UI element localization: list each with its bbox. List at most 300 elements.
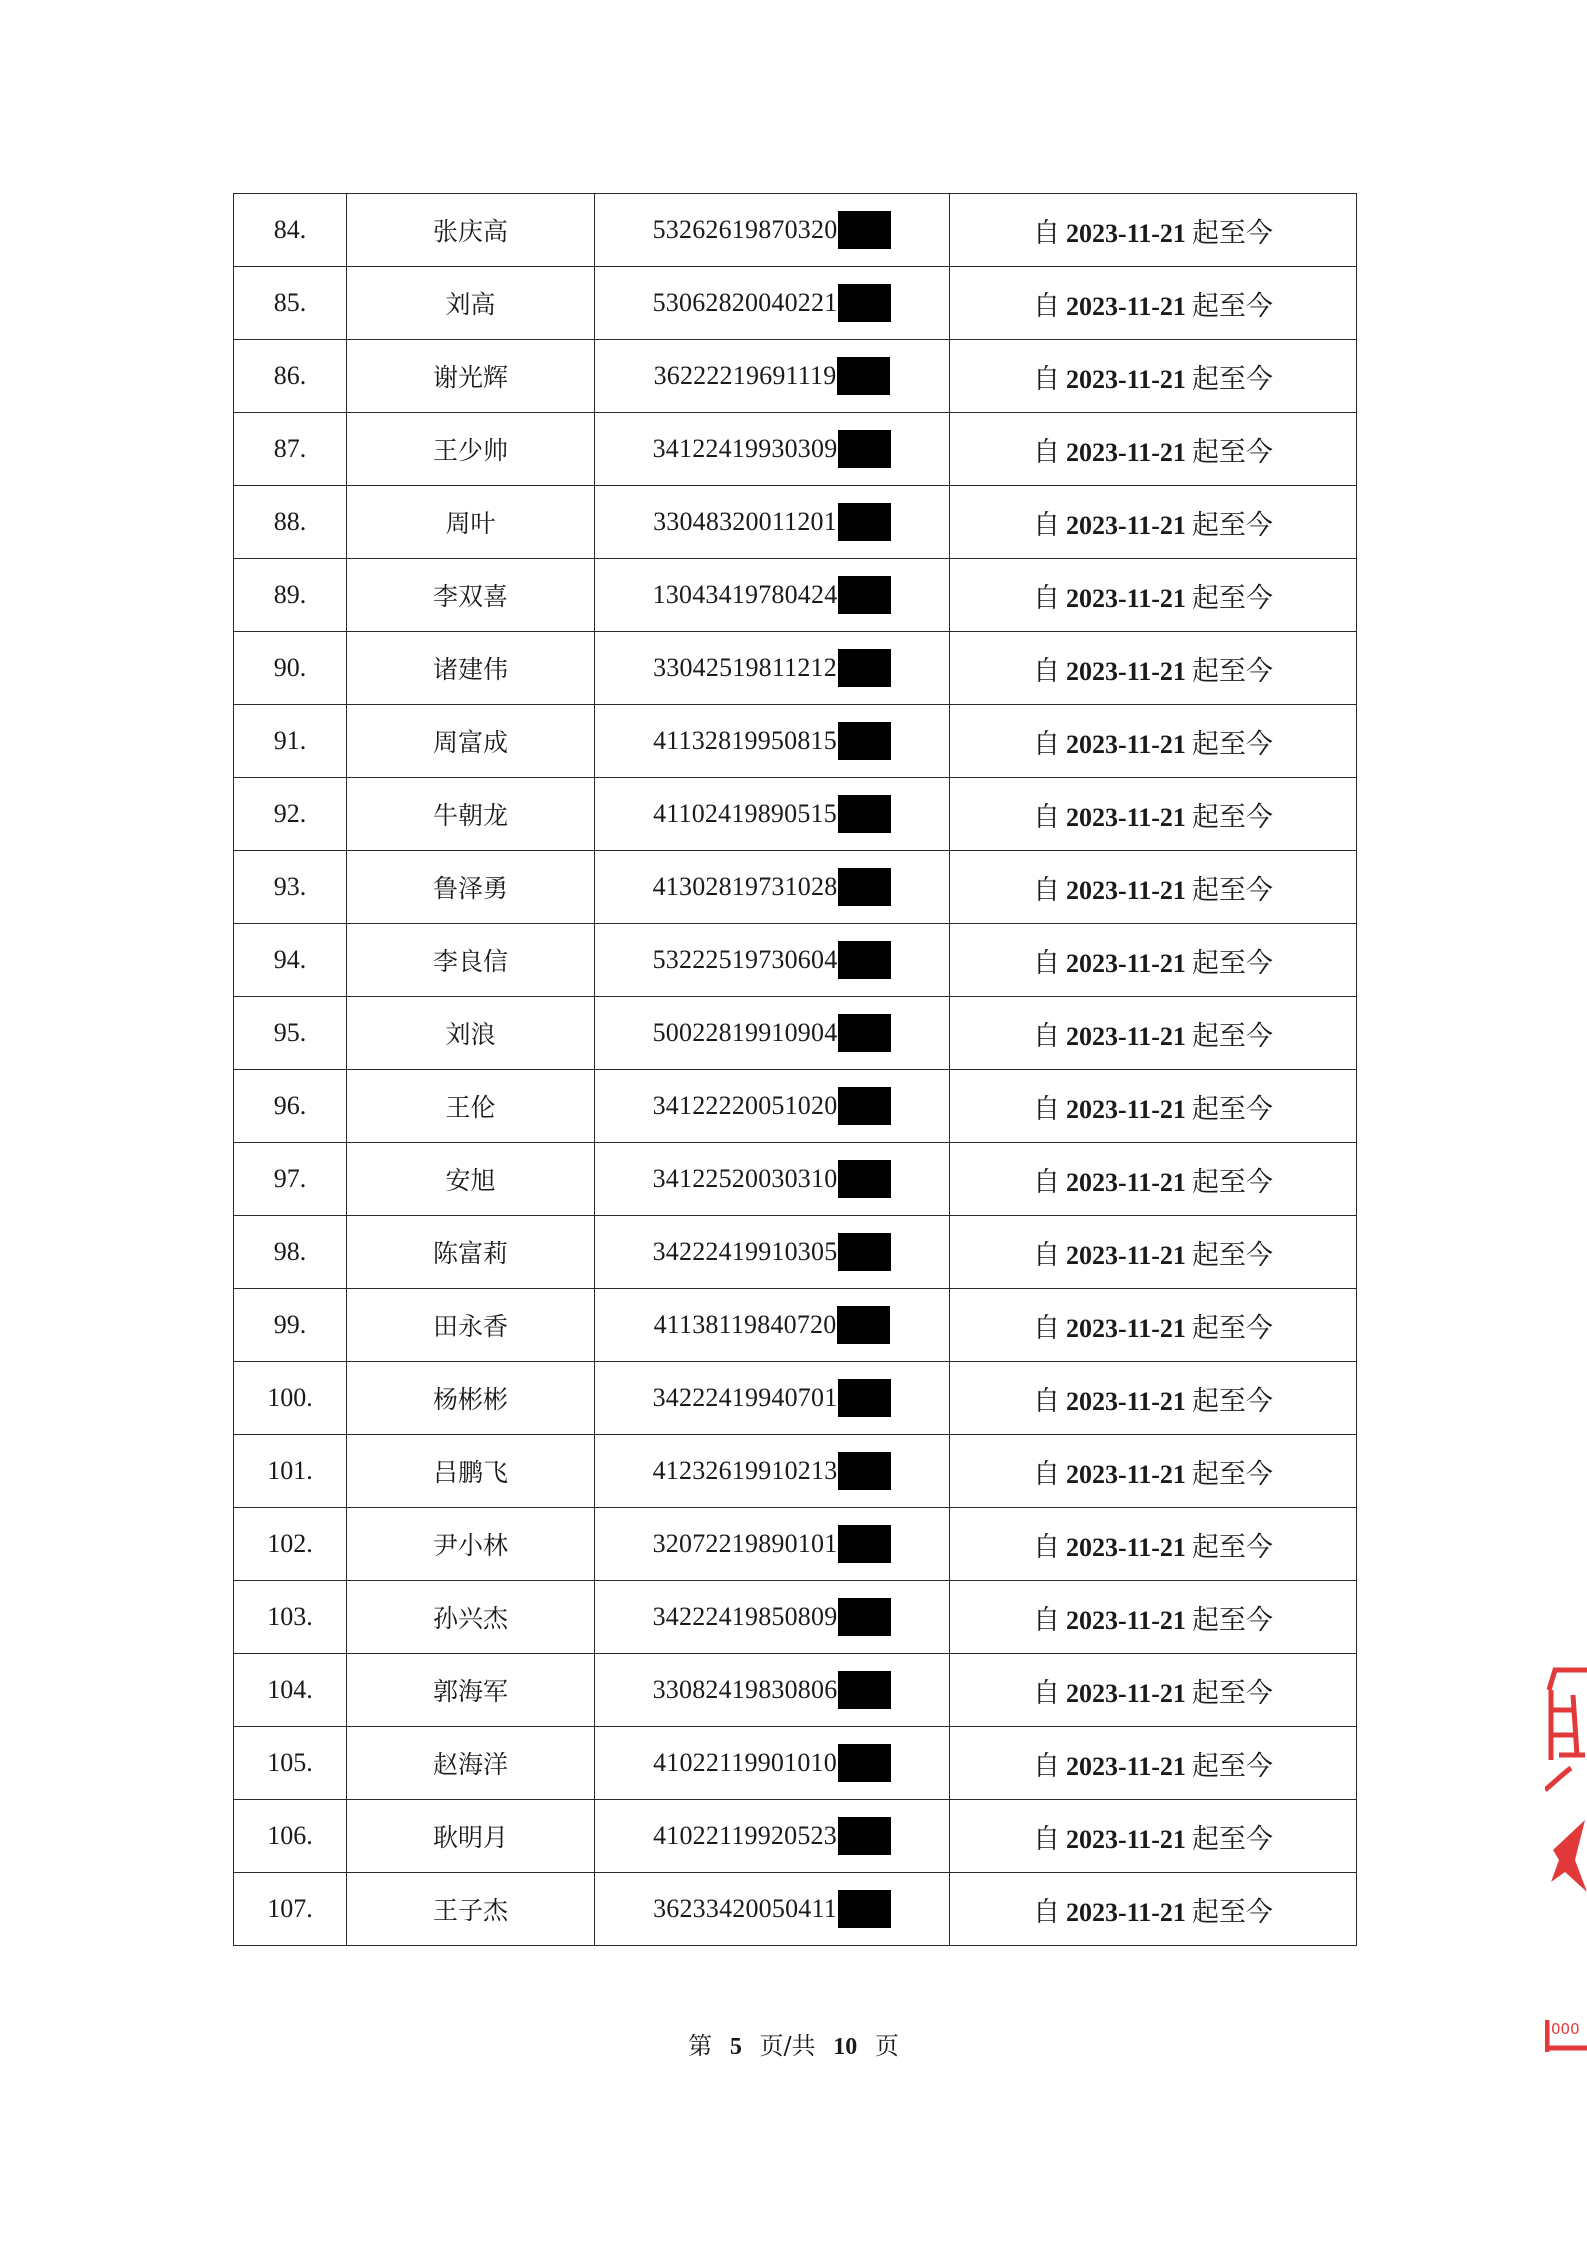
redaction-block (838, 576, 891, 614)
period-suffix: 起至今 (1191, 874, 1273, 906)
id-number (654, 357, 891, 395)
red-seal-stamp-fragment (1545, 1660, 1587, 2060)
cell-period (950, 1727, 1357, 1800)
cell-number (234, 1800, 347, 1873)
id-number (653, 1452, 892, 1490)
footer-page-number: 5 (729, 2034, 742, 2060)
redaction-block (838, 1890, 891, 1928)
cell-period (950, 1581, 1357, 1654)
cell-period (950, 340, 1357, 413)
person-name: 王伦 (445, 1093, 496, 1122)
id-number (653, 576, 892, 614)
redaction-block (838, 1160, 891, 1198)
seal-stroke (1549, 1670, 1587, 1690)
period-date: 2023-11-21 (1066, 1386, 1186, 1416)
period-suffix: 起至今 (1191, 1750, 1273, 1782)
cell-period (950, 1654, 1357, 1727)
period-suffix: 起至今 (1191, 728, 1273, 760)
period-prefix: 自 (1033, 1458, 1061, 1490)
cell-period (950, 267, 1357, 340)
cell-period (950, 1362, 1357, 1435)
period-date: 2023-11-21 (1066, 729, 1186, 759)
cell-period (950, 1800, 1357, 1873)
row-number: 95. (273, 1018, 307, 1047)
row-number: 96. (273, 1091, 307, 1120)
cell-number (234, 1873, 347, 1946)
id-visible-digits: 41102419890515 (653, 799, 837, 828)
cell-name (347, 1216, 595, 1289)
person-name: 田永香 (432, 1312, 508, 1341)
redaction-block (838, 284, 891, 322)
cell-number (234, 1289, 347, 1362)
person-name: 诸建伟 (432, 655, 508, 684)
row-number: 87. (273, 434, 307, 463)
id-visible-digits: 36233420050411 (653, 1894, 837, 1923)
cell-period (950, 632, 1357, 705)
cell-name (347, 413, 595, 486)
cell-id-number (595, 413, 950, 486)
person-name: 杨彬彬 (432, 1385, 508, 1414)
period-prefix: 自 (1033, 290, 1061, 322)
row-number: 92. (273, 799, 307, 828)
page-footer (0, 2026, 1587, 2061)
id-visible-digits: 41022119901010 (653, 1748, 837, 1777)
cell-id-number (595, 340, 950, 413)
table-row (234, 1435, 1357, 1508)
row-number: 105. (267, 1748, 313, 1777)
cell-id-number (595, 1435, 950, 1508)
table-row (234, 194, 1357, 267)
table-row (234, 1508, 1357, 1581)
id-number (653, 649, 891, 687)
id-number (653, 941, 892, 979)
cell-period (950, 1289, 1357, 1362)
period-suffix: 起至今 (1191, 1677, 1273, 1709)
period-date: 2023-11-21 (1066, 1021, 1186, 1051)
id-number (653, 1014, 892, 1052)
period-prefix: 自 (1033, 509, 1061, 541)
id-number (653, 503, 891, 541)
cell-number (234, 267, 347, 340)
redaction-block (838, 722, 891, 760)
redaction-block (837, 357, 890, 395)
table-row (234, 559, 1357, 632)
period-suffix: 起至今 (1191, 655, 1273, 687)
period-date: 2023-11-21 (1066, 364, 1186, 394)
period-prefix: 自 (1033, 1020, 1061, 1052)
cell-number (234, 340, 347, 413)
period-date: 2023-11-21 (1066, 1313, 1186, 1343)
id-visible-digits: 41138119840720 (653, 1310, 837, 1339)
period-prefix: 自 (1033, 1823, 1061, 1855)
period-prefix: 自 (1033, 1531, 1061, 1563)
id-number (653, 1379, 892, 1417)
table-row (234, 1362, 1357, 1435)
id-number (653, 1817, 891, 1855)
period-prefix: 自 (1033, 801, 1061, 833)
period-suffix: 起至今 (1191, 363, 1273, 395)
footer-mid: 页/共 (759, 2032, 816, 2060)
row-number: 102. (267, 1529, 313, 1558)
table-row (234, 340, 1357, 413)
person-name: 尹小林 (432, 1531, 508, 1560)
cell-id-number (595, 1508, 950, 1581)
cell-name (347, 1508, 595, 1581)
row-number: 94. (273, 945, 307, 974)
period-date: 2023-11-21 (1066, 1824, 1186, 1854)
redaction-block (838, 1817, 891, 1855)
cell-id-number (595, 1289, 950, 1362)
person-name: 王子杰 (432, 1896, 508, 1925)
cell-number (234, 851, 347, 924)
cell-number (234, 1143, 347, 1216)
row-number: 85. (273, 288, 307, 317)
id-visible-digits: 34222419910305 (652, 1237, 838, 1266)
period-prefix: 自 (1033, 1750, 1061, 1782)
redaction-block (838, 1525, 891, 1563)
redaction-block (838, 1744, 891, 1782)
period-suffix: 起至今 (1191, 290, 1273, 322)
table-row (234, 851, 1357, 924)
period-suffix: 起至今 (1191, 1458, 1273, 1490)
person-name: 郭海军 (432, 1677, 508, 1706)
cell-number (234, 924, 347, 997)
cell-period (950, 924, 1357, 997)
footer-total-pages: 10 (833, 2034, 858, 2060)
period-suffix: 起至今 (1191, 509, 1273, 541)
id-visible-digits: 33042519811212 (653, 653, 837, 682)
table-row (234, 413, 1357, 486)
redaction-block (838, 795, 891, 833)
cell-name (347, 1800, 595, 1873)
cell-period (950, 1435, 1357, 1508)
person-name: 张庆高 (432, 217, 508, 246)
cell-id-number (595, 1070, 950, 1143)
cell-id-number (595, 267, 950, 340)
person-name: 李良信 (432, 947, 508, 976)
redaction-block (838, 211, 891, 249)
person-name: 谢光辉 (432, 363, 508, 392)
id-number (653, 430, 892, 468)
seal-text: 000 (1551, 2020, 1580, 2038)
row-number: 104. (267, 1675, 313, 1704)
redaction-block (838, 1233, 891, 1271)
id-visible-digits: 33082419830806 (652, 1675, 838, 1704)
id-number (653, 1744, 891, 1782)
redaction-block (838, 1452, 891, 1490)
period-date: 2023-11-21 (1066, 1532, 1186, 1562)
cell-name (347, 1654, 595, 1727)
cell-id-number (595, 1143, 950, 1216)
table-row (234, 778, 1357, 851)
period-date: 2023-11-21 (1066, 1897, 1186, 1927)
period-prefix: 自 (1033, 728, 1061, 760)
period-date: 2023-11-21 (1066, 656, 1186, 686)
person-name: 王少帅 (432, 436, 508, 465)
period-suffix: 起至今 (1191, 947, 1273, 979)
period-suffix: 起至今 (1191, 1093, 1273, 1125)
id-number (653, 1525, 892, 1563)
period-date: 2023-11-21 (1066, 1605, 1186, 1635)
period-suffix: 起至今 (1191, 1604, 1273, 1636)
cell-name (347, 997, 595, 1070)
cell-id-number (595, 1727, 950, 1800)
cell-name (347, 851, 595, 924)
cell-id-number (595, 1216, 950, 1289)
id-number (653, 1671, 892, 1709)
cell-name (347, 1070, 595, 1143)
cell-name (347, 632, 595, 705)
period-date: 2023-11-21 (1066, 437, 1186, 467)
cell-id-number (595, 1362, 950, 1435)
id-visible-digits: 13043419780424 (652, 580, 838, 609)
seal-stroke (1551, 1690, 1585, 1760)
period-suffix: 起至今 (1191, 1239, 1273, 1271)
redaction-block (838, 1379, 891, 1417)
table-row (234, 1581, 1357, 1654)
cell-name (347, 1362, 595, 1435)
cell-id-number (595, 194, 950, 267)
redaction-block (838, 1087, 891, 1125)
cell-period (950, 559, 1357, 632)
period-suffix: 起至今 (1191, 1385, 1273, 1417)
cell-name (347, 267, 595, 340)
id-number (653, 1598, 892, 1636)
table-row (234, 1654, 1357, 1727)
cell-period (950, 1216, 1357, 1289)
period-prefix: 自 (1033, 217, 1061, 249)
row-number: 84. (273, 215, 307, 244)
redaction-block (838, 1598, 891, 1636)
cell-period (950, 1143, 1357, 1216)
id-number (653, 1160, 892, 1198)
cell-period (950, 1873, 1357, 1946)
cell-number (234, 705, 347, 778)
period-prefix: 自 (1033, 1093, 1061, 1125)
cell-name (347, 705, 595, 778)
period-suffix: 起至今 (1191, 582, 1273, 614)
cell-number (234, 194, 347, 267)
cell-period (950, 851, 1357, 924)
cell-id-number (595, 851, 950, 924)
row-number: 98. (273, 1237, 307, 1266)
period-prefix: 自 (1033, 947, 1061, 979)
row-number: 103. (267, 1602, 313, 1631)
table-row (234, 1800, 1357, 1873)
cell-name (347, 340, 595, 413)
cell-id-number (595, 1873, 950, 1946)
id-visible-digits: 41232619910213 (652, 1456, 838, 1485)
cell-id-number (595, 705, 950, 778)
cell-number (234, 1727, 347, 1800)
id-visible-digits: 53262619870320 (652, 215, 838, 244)
cell-number (234, 1216, 347, 1289)
cell-period (950, 194, 1357, 267)
id-visible-digits: 32072219890101 (652, 1529, 838, 1558)
table-row (234, 632, 1357, 705)
person-name: 牛朝龙 (432, 801, 508, 830)
period-date: 2023-11-21 (1066, 291, 1186, 321)
redaction-block (838, 1014, 891, 1052)
cell-number (234, 778, 347, 851)
id-visible-digits: 41022119920523 (653, 1821, 837, 1850)
cell-name (347, 1143, 595, 1216)
id-visible-digits: 53222519730604 (652, 945, 838, 974)
person-name: 耿明月 (432, 1823, 508, 1852)
id-visible-digits: 50022819910904 (652, 1018, 838, 1047)
person-name: 周叶 (445, 509, 496, 538)
period-date: 2023-11-21 (1066, 1459, 1186, 1489)
period-prefix: 自 (1033, 436, 1061, 468)
period-prefix: 自 (1033, 582, 1061, 614)
cell-period (950, 997, 1357, 1070)
period-date: 2023-11-21 (1066, 948, 1186, 978)
row-number: 99. (273, 1310, 307, 1339)
cell-name (347, 1289, 595, 1362)
row-number: 90. (273, 653, 307, 682)
cell-number (234, 997, 347, 1070)
period-prefix: 自 (1033, 1896, 1061, 1928)
redaction-block (838, 503, 891, 541)
roster-body (234, 194, 1357, 1946)
cell-number (234, 413, 347, 486)
person-name: 孙兴杰 (432, 1604, 508, 1633)
id-number (653, 868, 892, 906)
period-suffix: 起至今 (1191, 1896, 1273, 1928)
period-prefix: 自 (1033, 1604, 1061, 1636)
row-number: 100. (267, 1383, 313, 1412)
table-row (234, 1289, 1357, 1362)
cell-name (347, 1727, 595, 1800)
cell-period (950, 413, 1357, 486)
redaction-block (838, 430, 891, 468)
seal-stroke (1545, 1768, 1571, 1790)
id-visible-digits: 36222219691119 (653, 361, 837, 390)
cell-name (347, 486, 595, 559)
cell-number (234, 1070, 347, 1143)
period-prefix: 自 (1033, 1312, 1061, 1344)
period-date: 2023-11-21 (1066, 802, 1186, 832)
cell-name (347, 1873, 595, 1946)
redaction-block (838, 941, 891, 979)
cell-id-number (595, 924, 950, 997)
person-name: 刘浪 (445, 1020, 496, 1049)
period-suffix: 起至今 (1191, 801, 1273, 833)
cell-name (347, 559, 595, 632)
person-name: 鲁泽勇 (432, 874, 508, 903)
cell-name (347, 1435, 595, 1508)
id-number (653, 1233, 892, 1271)
cell-id-number (595, 1800, 950, 1873)
table-row (234, 705, 1357, 778)
row-number: 101. (267, 1456, 313, 1485)
redaction-block (837, 1306, 890, 1344)
id-visible-digits: 34122220051020 (652, 1091, 838, 1120)
id-number (653, 722, 891, 760)
id-visible-digits: 41132819950815 (653, 726, 837, 755)
cell-id-number (595, 632, 950, 705)
id-visible-digits: 34122419930309 (652, 434, 838, 463)
cell-id-number (595, 559, 950, 632)
period-prefix: 自 (1033, 1385, 1061, 1417)
id-visible-digits: 34222419850809 (652, 1602, 838, 1631)
id-visible-digits: 34222419940701 (652, 1383, 838, 1412)
table-row (234, 1143, 1357, 1216)
period-suffix: 起至今 (1191, 1312, 1273, 1344)
cell-id-number (595, 1581, 950, 1654)
person-name: 赵海洋 (432, 1750, 508, 1779)
period-date: 2023-11-21 (1066, 1751, 1186, 1781)
row-number: 88. (273, 507, 307, 536)
period-prefix: 自 (1033, 1166, 1061, 1198)
row-number: 91. (273, 726, 307, 755)
table-row (234, 924, 1357, 997)
table-row (234, 1727, 1357, 1800)
cell-name (347, 778, 595, 851)
seal-star (1551, 1820, 1587, 1892)
id-number (653, 1087, 892, 1125)
row-number: 97. (273, 1164, 307, 1193)
footer-post: 页 (874, 2032, 899, 2060)
period-date: 2023-11-21 (1066, 1094, 1186, 1124)
cell-name (347, 194, 595, 267)
cell-period (950, 705, 1357, 778)
period-date: 2023-11-21 (1066, 583, 1186, 613)
period-suffix: 起至今 (1191, 436, 1273, 468)
row-number: 93. (273, 872, 307, 901)
cell-number (234, 1435, 347, 1508)
cell-number (234, 486, 347, 559)
period-suffix: 起至今 (1191, 1020, 1273, 1052)
person-name: 李双喜 (432, 582, 508, 611)
cell-period (950, 778, 1357, 851)
footer-pre: 第 (688, 2032, 713, 2060)
cell-number (234, 559, 347, 632)
id-visible-digits: 34122520030310 (652, 1164, 838, 1193)
period-date: 2023-11-21 (1066, 875, 1186, 905)
cell-number (234, 1654, 347, 1727)
period-date: 2023-11-21 (1066, 510, 1186, 540)
period-suffix: 起至今 (1191, 1531, 1273, 1563)
id-number (654, 1306, 891, 1344)
cell-number (234, 632, 347, 705)
cell-period (950, 1070, 1357, 1143)
row-number: 107. (267, 1894, 313, 1923)
period-prefix: 自 (1033, 655, 1061, 687)
cell-number (234, 1581, 347, 1654)
roster-table (233, 193, 1357, 1946)
period-suffix: 起至今 (1191, 217, 1273, 249)
table-row (234, 1216, 1357, 1289)
person-name: 刘高 (445, 290, 496, 319)
id-number (653, 1890, 891, 1928)
cell-name (347, 924, 595, 997)
period-prefix: 自 (1033, 874, 1061, 906)
period-date: 2023-11-21 (1066, 1240, 1186, 1270)
row-number: 86. (273, 361, 307, 390)
period-prefix: 自 (1033, 1677, 1061, 1709)
person-name: 陈富莉 (432, 1239, 508, 1268)
period-suffix: 起至今 (1191, 1823, 1273, 1855)
table-row (234, 997, 1357, 1070)
person-name: 周富成 (432, 728, 508, 757)
table-row (234, 267, 1357, 340)
redaction-block (838, 649, 891, 687)
cell-name (347, 1581, 595, 1654)
period-date: 2023-11-21 (1066, 1678, 1186, 1708)
redaction-block (838, 1671, 891, 1709)
row-number: 106. (267, 1821, 313, 1850)
